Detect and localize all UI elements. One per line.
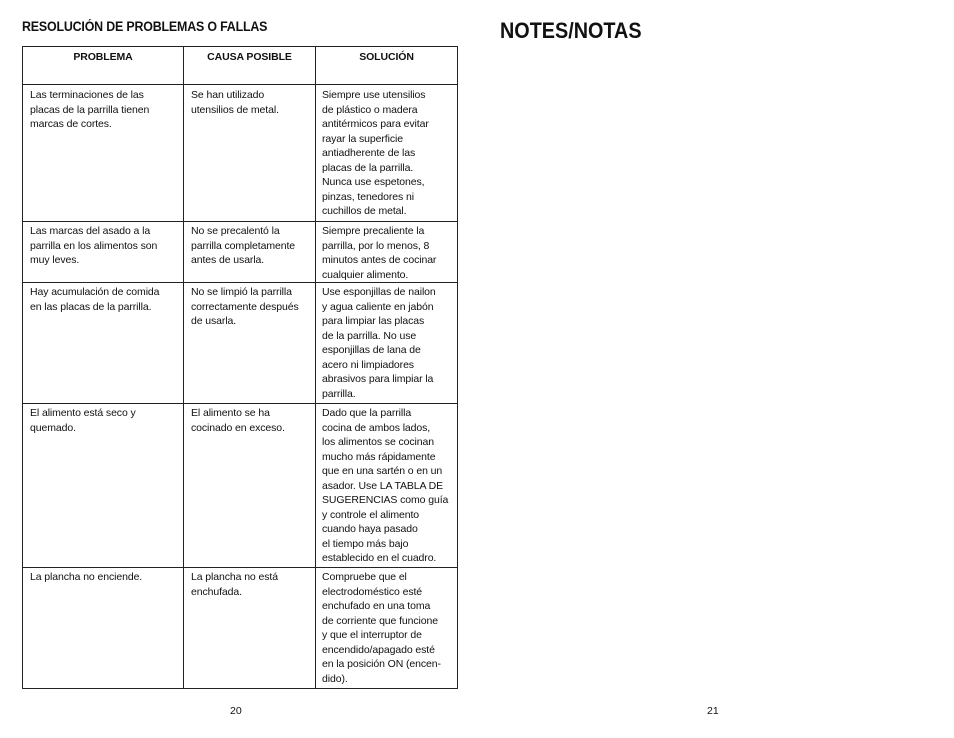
table-header-row [23,47,458,85]
header-causa-posible: CAUSA POSIBLE [184,47,316,85]
problema-cell: Hay acumulación de comida en las placas de la parrilla. [23,283,184,404]
problema-cell: Las marcas del asado a la parrilla en los alimentos son muy leves. [23,222,184,283]
notes-title: NOTES/NOTAS [500,18,642,43]
header-problema: PROBLEMA [23,47,184,85]
solucion-cell: Siempre use utensilios de plástico o madera antitérmicos para evitar rayar la superficie antiadherente de las placas de la parrilla. Nunca use espetones, pinzas, tenedores ni cuchillos de metal. [316,85,458,222]
table-row [23,404,458,568]
page-number-left: 20 [230,705,242,717]
table-row [23,283,458,404]
causa-cell: La plancha no está enchufada. [184,568,316,689]
troubleshooting-table [22,46,458,689]
problema-cell: El alimento está seco y quemado. [23,404,184,568]
causa-cell: No se limpió la parrilla correctamente después de usarla. [184,283,316,404]
problema-cell: La plancha no enciende. [23,568,184,689]
table-row [23,568,458,689]
table-row [23,222,458,283]
solucion-cell: Siempre precaliente la parrilla, por lo menos, 8 minutos antes de cocinar cualquier alimento. [316,222,458,283]
section-title: RESOLUCIÓN DE PROBLEMAS O FALLAS [22,19,268,34]
solucion-cell: Use esponjillas de nailon y agua caliente en jabón para limpiar las placas de la parrilla. No use esponjillas de lana de acero ni limpiadores abrasivos para limpiar la parrilla. [316,283,458,404]
page-number-right: 21 [707,705,719,717]
problema-cell: Las terminaciones de las placas de la parrilla tienen marcas de cortes. [23,85,184,222]
causa-cell: El alimento se ha cocinado en exceso. [184,404,316,568]
solucion-cell: Compruebe que el electrodoméstico esté enchufado en una toma de corriente que funcione y que el interruptor de encendido/apagado esté en la posición ON (encen- dido). [316,568,458,689]
causa-cell: No se precalentó la parrilla completamente antes de usarla. [184,222,316,283]
header-solucion: SOLUCIÓN [316,47,458,85]
causa-cell: Se han utilizado utensilios de metal. [184,85,316,222]
table-row [23,85,458,222]
solucion-cell: Dado que la parrilla cocina de ambos lados, los alimentos se cocinan mucho más rápidamente que en una sartén o en un asador. Use LA TABLA DE SUGERENCIAS como guía y controle el alimento cuando haya pasado el tiempo más bajo establecido en el cuadro. [316,404,458,568]
